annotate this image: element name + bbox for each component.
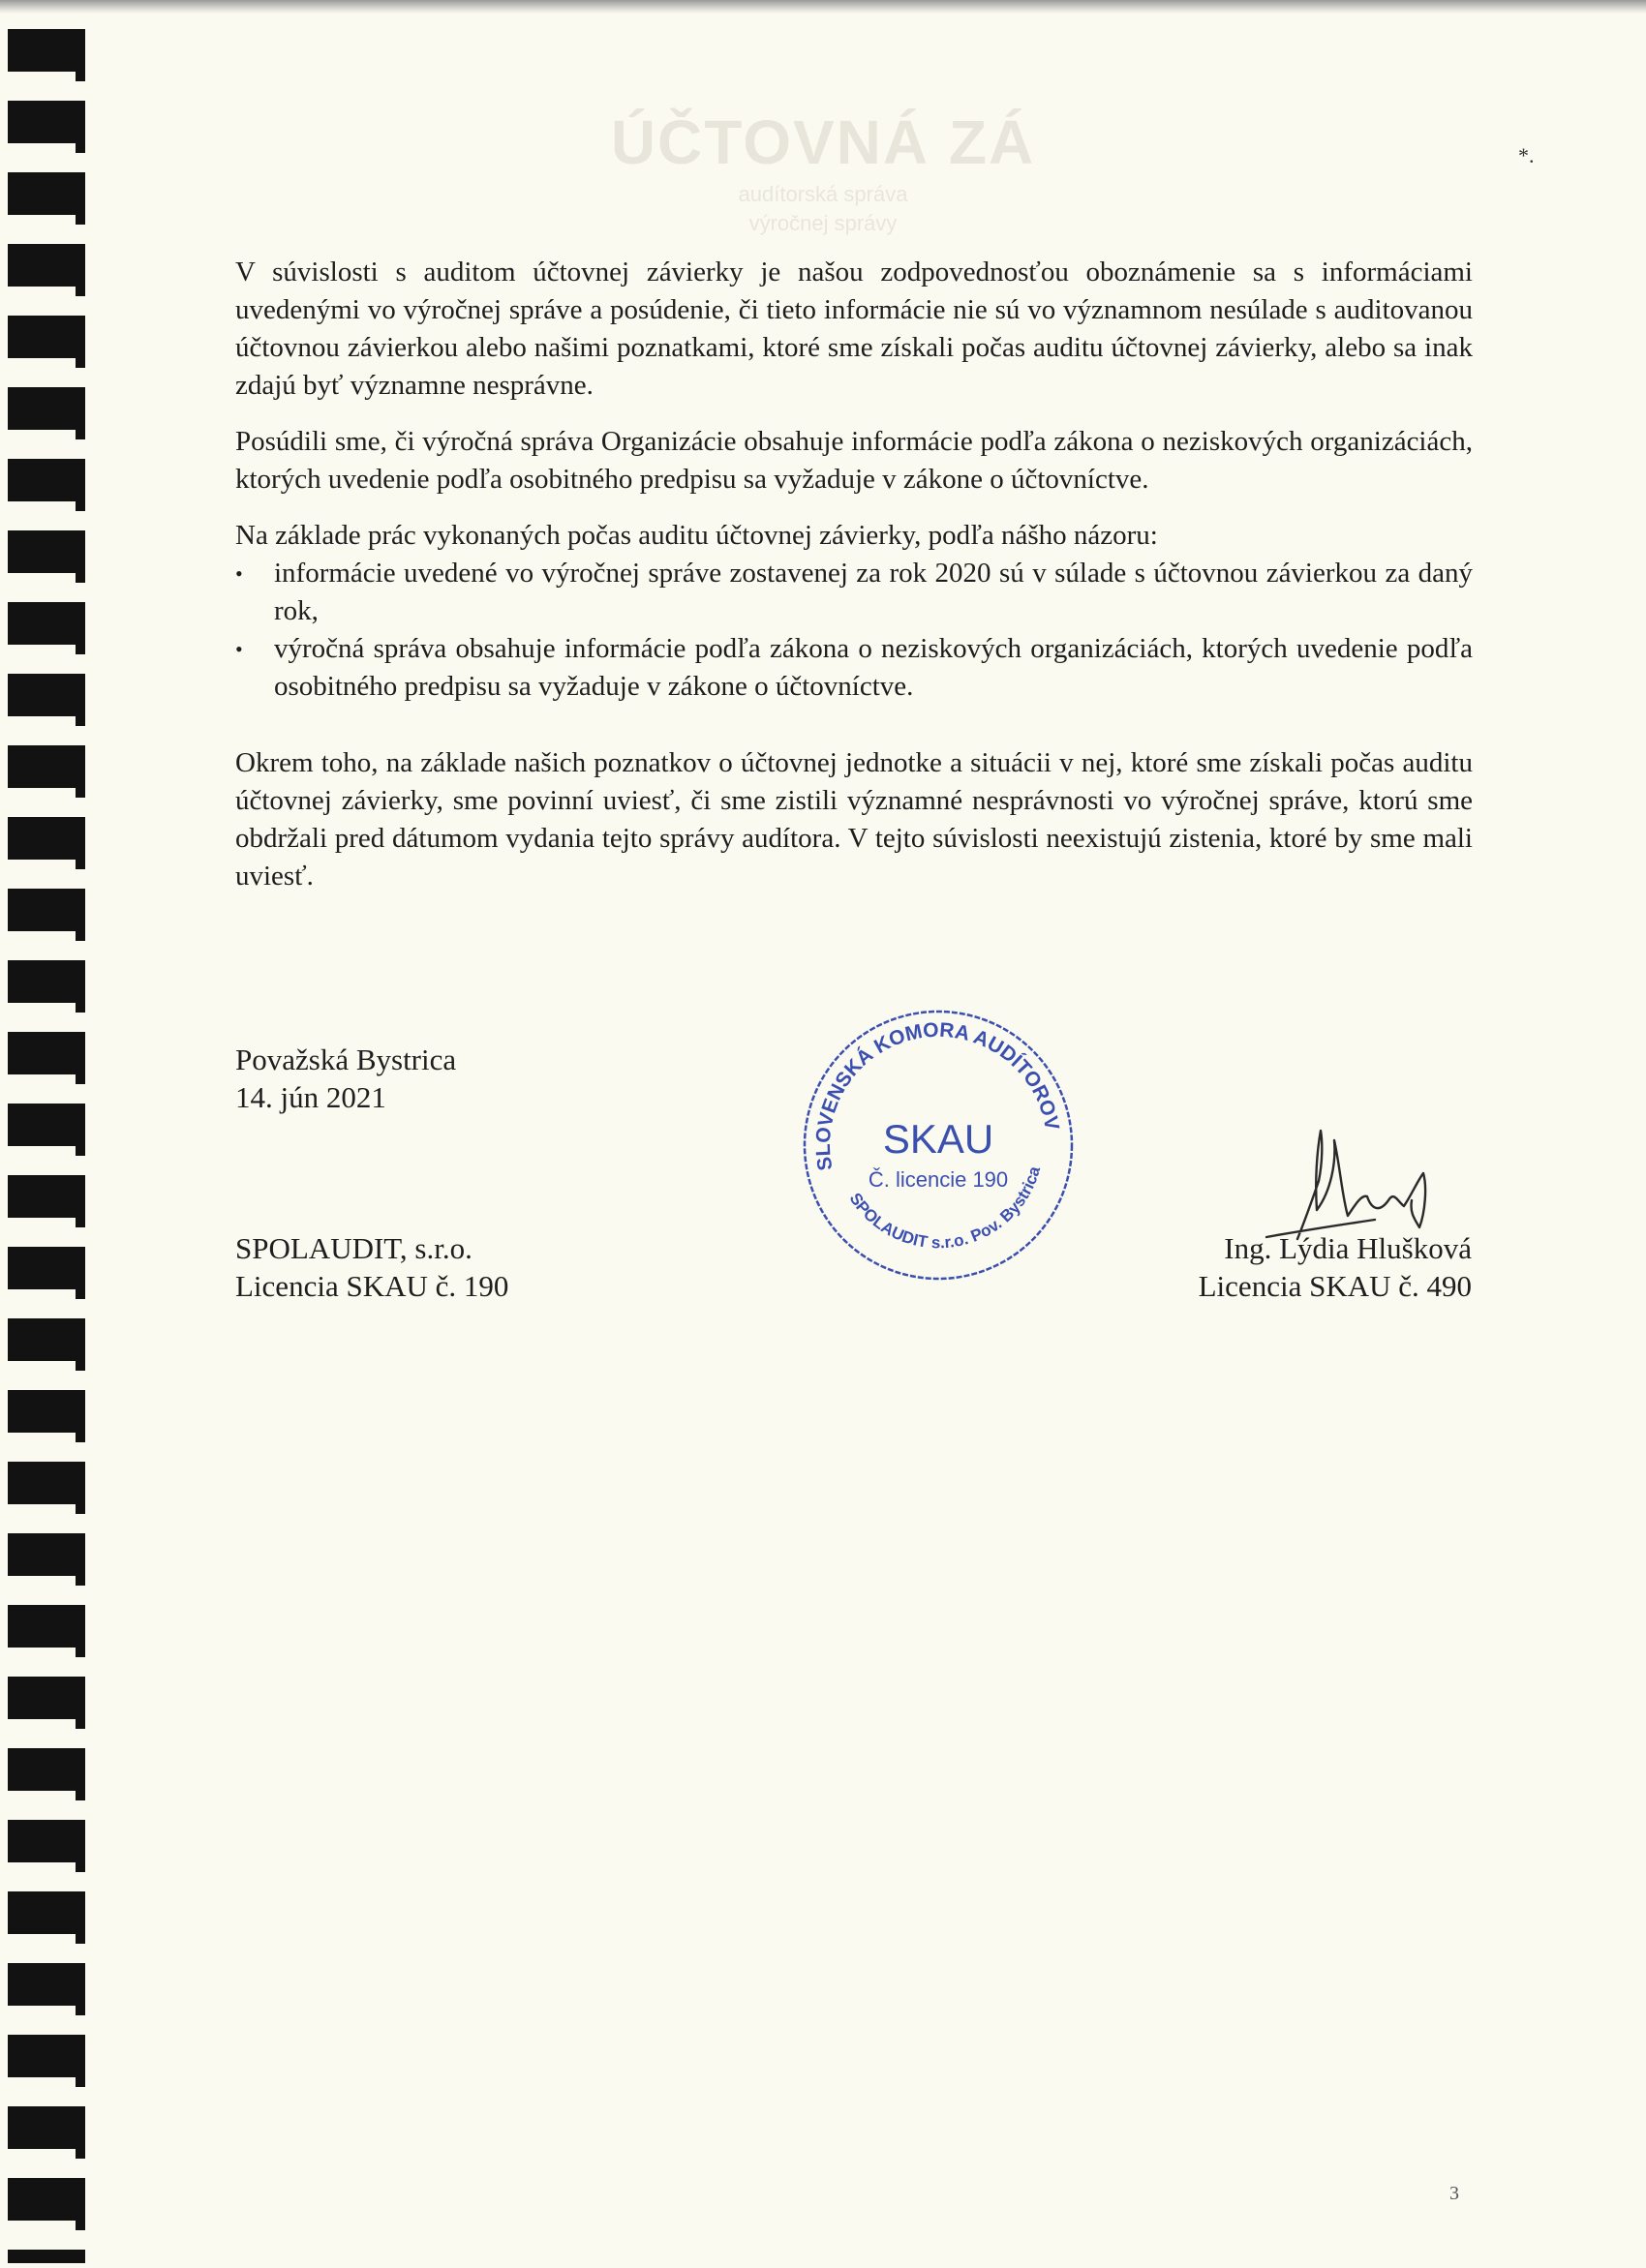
binding-hole: [8, 1891, 85, 1934]
auditor-block: [1143, 1229, 1472, 1305]
binding-hole-tab: [76, 1719, 85, 1729]
binding-hole-tab: [76, 1862, 85, 1872]
official-stamp: [798, 1005, 1079, 1285]
report-body: [235, 254, 1473, 914]
binding-hole: [8, 29, 85, 72]
binding-hole-tab: [76, 788, 85, 798]
list-item-text: výročná správa obsahuje informácie podľa zákona o neziskových organizáciách, ktorých uvedenie podľa osobitného predpisu sa vyžaduje v zákone o účtovníctve.: [274, 633, 1473, 702]
stamp-license-text: Č. licencie 190: [868, 1167, 1009, 1192]
binding-hole-tab: [76, 1074, 85, 1084]
firm-name: SPOLAUDIT, s.r.o.: [235, 1231, 472, 1265]
firm-block: [235, 1229, 508, 1305]
binding-hole: [8, 1247, 85, 1289]
bleed-heading: ÚČTOVNÁ ZÁ: [610, 107, 1036, 177]
binding-hole: [8, 2106, 85, 2149]
bleed-through-text: [581, 106, 1065, 242]
binding-hole-tab: [76, 645, 85, 654]
corner-mark: *.: [1518, 143, 1535, 167]
stamp-center-text: SKAU: [882, 1116, 994, 1162]
page-number: 3: [1449, 2183, 1459, 2204]
binding-hole-tab: [76, 1146, 85, 1156]
binding-hole: [8, 674, 85, 716]
binding-hole: [8, 1462, 85, 1504]
binding-hole: [8, 1533, 85, 1576]
scan-top-edge: [0, 0, 1646, 14]
place: Považská Bystrica: [235, 1043, 457, 1076]
binding-hole: [8, 1748, 85, 1791]
paragraph-assessment: Posúdili sme, či výročná správa Organizácie obsahuje informácie podľa zákona o neziskových organizáciách, ktorých uvedenie podľa osobitného predpisu sa vyžaduje v zákone o účtovníctve.: [235, 426, 1473, 495]
binding-hole: [8, 316, 85, 358]
binding-hole-tab: [76, 287, 85, 296]
firm-license: Licencia SKAU č. 190: [235, 1269, 509, 1303]
list-item: [235, 630, 1473, 706]
opinion-list: [235, 555, 1473, 706]
binding-hole: [8, 602, 85, 645]
binding-hole-tab: [76, 2149, 85, 2159]
auditor-name: Ing. Lýdia Hlušková: [1224, 1231, 1472, 1265]
binding-hole: [8, 889, 85, 931]
bullet-icon: •: [235, 561, 243, 586]
binding-hole-tab: [76, 1218, 85, 1227]
binding-hole-tab: [76, 1003, 85, 1013]
paragraph-findings: Okrem toho, na základe našich poznatkov o účtovnej jednotke a situácii v nej, ktoré sme získali počas auditu účtovnej závierky, sme povinní uviesť, či sme zistili významné nesprávnosti vo výročnej správe, ktorú sme obdržali pred dátumom vydania tejto správy audítora. V tejto súvislosti neexistujú zistenia, ktoré by sme mali uviesť.: [235, 747, 1473, 892]
binding-hole: [8, 1677, 85, 1719]
binding-hole: [8, 2250, 85, 2263]
binding-hole-tab: [76, 1576, 85, 1586]
binding-hole: [8, 745, 85, 788]
binding-hole-tab: [76, 1361, 85, 1371]
auditor-license: Licencia SKAU č. 490: [1198, 1269, 1472, 1303]
binding-hole: [8, 1032, 85, 1074]
paragraph-opinion-intro: Na základe prác vykonaných počas auditu účtovnej závierky, podľa nášho názoru:: [235, 520, 1158, 551]
binding-hole-tab: [76, 1289, 85, 1299]
binding-hole-tab: [76, 72, 85, 81]
binding-hole: [8, 101, 85, 143]
binding-hole-tab: [76, 143, 85, 153]
binding-holes: [0, 0, 97, 2263]
binding-hole-tab: [76, 573, 85, 583]
binding-hole: [8, 2178, 85, 2221]
binding-hole: [8, 1104, 85, 1146]
bleed-line-3: výročnej správy: [748, 211, 898, 235]
binding-hole: [8, 1820, 85, 1862]
date: 14. jún 2021: [235, 1080, 386, 1114]
binding-hole: [8, 817, 85, 860]
binding-hole-tab: [76, 430, 85, 439]
list-item: [235, 555, 1473, 630]
binding-hole-tab: [76, 1504, 85, 1514]
binding-hole-tab: [76, 1934, 85, 1944]
binding-hole: [8, 459, 85, 501]
stamp-seal: [798, 1005, 1079, 1285]
binding-hole-tab: [76, 1791, 85, 1800]
binding-hole: [8, 1175, 85, 1218]
binding-hole: [8, 244, 85, 287]
binding-hole-tab: [76, 1433, 85, 1442]
binding-hole-tab: [76, 931, 85, 941]
binding-hole-tab: [76, 860, 85, 869]
binding-hole-tab: [76, 2077, 85, 2087]
bleed-line-2: audítorská správa: [738, 182, 908, 206]
spiral-binding: [0, 0, 97, 2263]
binding-hole: [8, 1318, 85, 1361]
stamp-bottom-text: SPOLAUDIT s.r.o. Pov. Bystrica: [845, 1164, 1045, 1253]
binding-hole: [8, 1963, 85, 2006]
binding-hole: [8, 1605, 85, 1648]
binding-hole-tab: [76, 2221, 85, 2230]
binding-hole-tab: [76, 2006, 85, 2015]
bullet-icon: •: [235, 637, 243, 661]
place-date-block: [235, 1041, 456, 1116]
binding-hole-tab: [76, 501, 85, 511]
stamp-ring-text: SLOVENSKÁ KOMORA AUDÍTOROV: [811, 1018, 1063, 1172]
binding-hole-tab: [76, 215, 85, 225]
binding-hole-tab: [76, 716, 85, 726]
list-item-text: informácie uvedené vo výročnej správe zostavenej za rok 2020 sú v súlade s účtovnou závierkou za daný rok,: [274, 558, 1473, 626]
binding-hole: [8, 2035, 85, 2077]
paragraph-responsibility: V súvislosti s auditom účtovnej závierky je našou zodpovednosťou oboznámenie sa s informáciami uvedenými vo výročnej správe a posúdenie, či tieto informácie nie sú vo významnom nesúlade s auditovanou účtovnou závierkou alebo našimi poznatkami, ktoré sme získali počas auditu účtovnej závierky, alebo sa inak zdajú byť významne nesprávne.: [235, 257, 1473, 401]
binding-hole: [8, 530, 85, 573]
binding-hole: [8, 387, 85, 430]
binding-hole-tab: [76, 1648, 85, 1657]
binding-hole: [8, 1390, 85, 1433]
binding-hole: [8, 172, 85, 215]
binding-hole-tab: [76, 358, 85, 368]
binding-hole: [8, 960, 85, 1003]
